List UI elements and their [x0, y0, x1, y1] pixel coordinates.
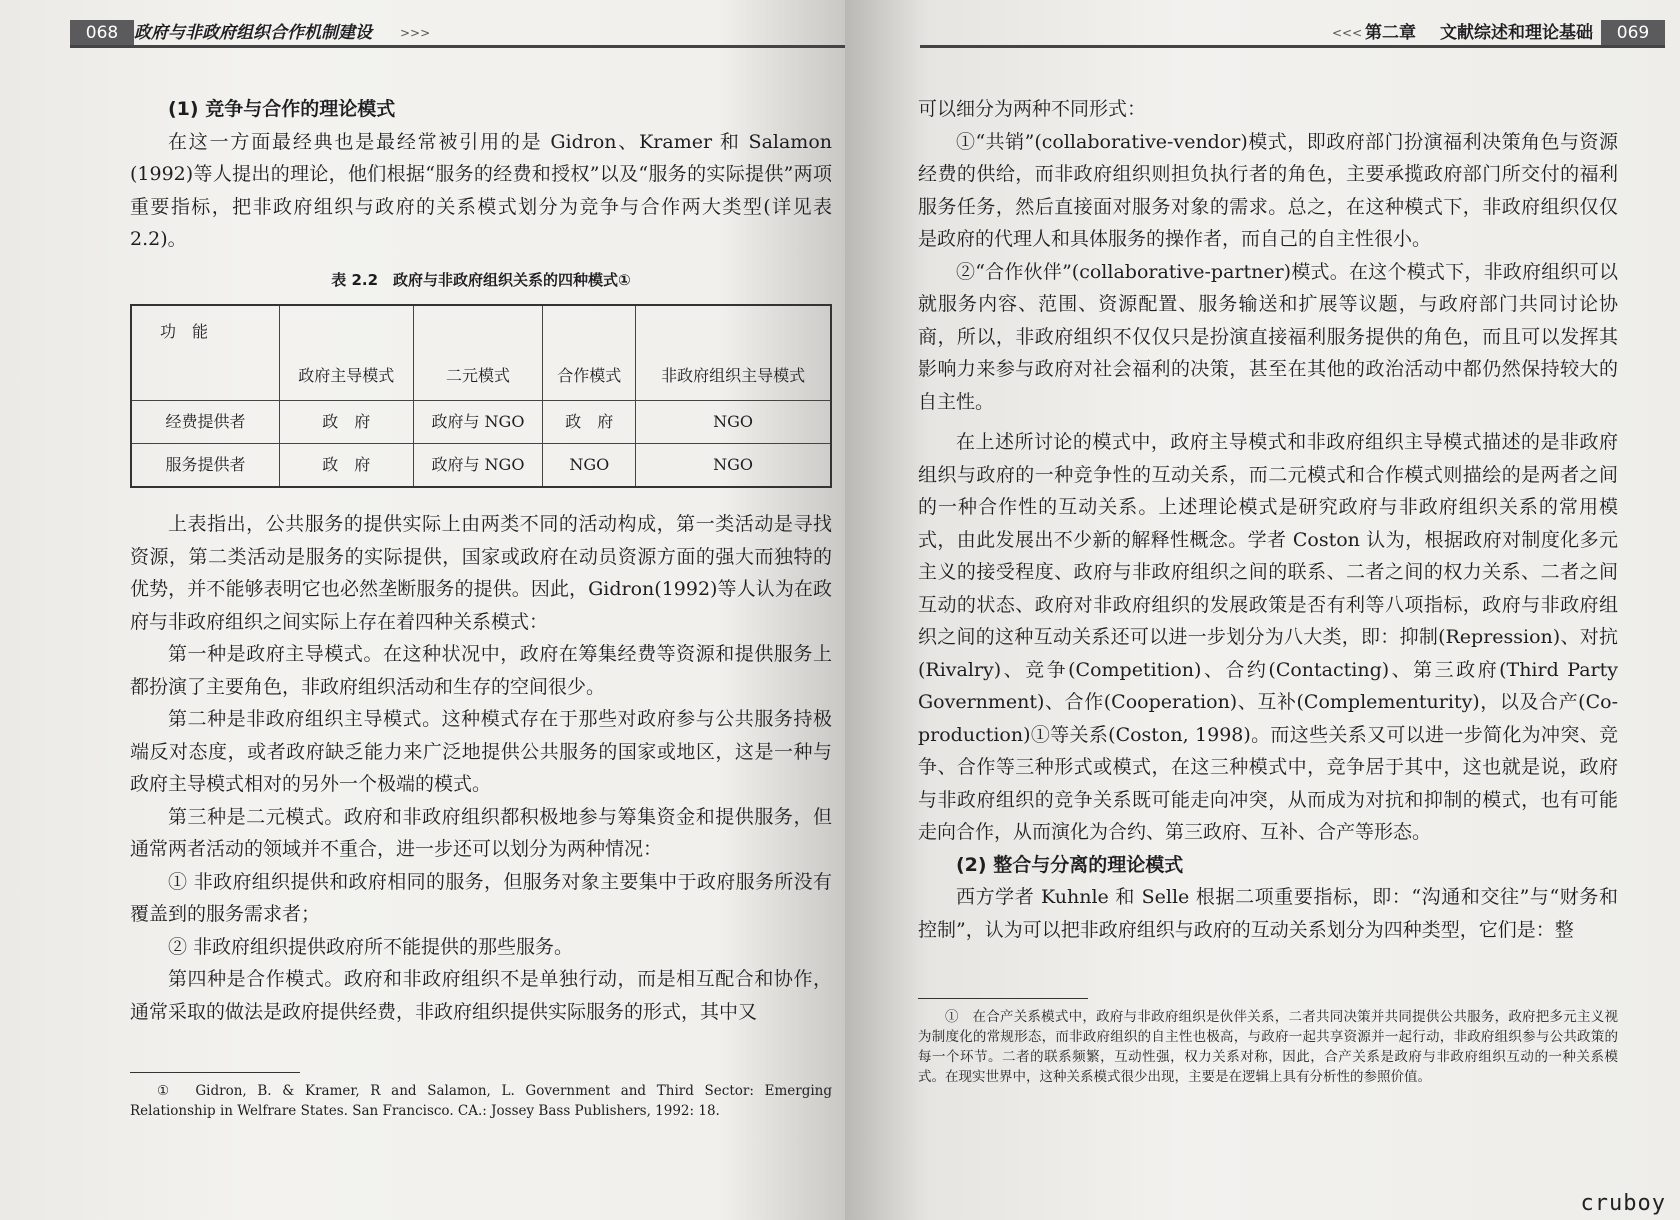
- table-header-row-top: [131, 305, 831, 353]
- right-page: [845, 0, 1680, 1220]
- table-cell: 政府与 NGO: [413, 401, 543, 444]
- left-footnote-area: [130, 1072, 832, 1121]
- right-text-body: [918, 93, 1618, 946]
- table-cell: NGO: [543, 444, 636, 488]
- row-header: 经费提供者: [131, 401, 280, 444]
- table-cell: NGO: [636, 401, 831, 444]
- right-page-number: 069: [1601, 20, 1665, 46]
- paragraph: 第一种是政府主导模式。在这种状况中，政府在筹集经费等资源和提供服务上都扮演了主要角色，非政府组织活动和生存的空间很少。: [130, 643, 832, 698]
- column-header: 非政府组织主导模式: [636, 353, 831, 400]
- footnote-rule: [130, 1072, 300, 1073]
- list-item: ②“合作伙伴”(collaborative-partner)模式。在这个模式下，非政府组织可以就服务内容、范围、资源配置、服务输送和扩展等议题，与政府部门共同讨论协商，所以，非政府组织不仅仅只是扮演直接福利服务提供的角色，而且可以发挥其影响力来参与政府对社会福利的决策，甚至在其他的政治活动中都仍然保持较大的自主性。: [918, 260, 1618, 413]
- footnote: ① Gidron, B. & Kramer, R and Salamon, L. Government and Third Sector: Emerging Relationship in Welfrare States. San Francisco. CA.: Jossey Bass Publishers, 1992: 18.: [130, 1083, 832, 1119]
- header-spacer: [636, 305, 831, 353]
- column-header: 二元模式: [413, 353, 543, 400]
- chapter-title: 文献综述和理论基础: [1440, 23, 1593, 43]
- footnote: ① 在合产关系模式中，政府与非政府组织是伙伴关系，二者共同决策并共同提供公共服务，政府把多元主义视为制度化的常规形态，而非政府组织的自主性也极高，与政府一起共享资源并一起行动，非政府组织参与公共政策的每一个环节。二者的联系频繁，互动性强，权力关系对称，因此，合产关系是政府与非政府组织互动的一种关系模式。在现实世界中，这种关系模式很少出现，主要是在逻辑上具有分析性的参照价值。: [918, 1009, 1618, 1085]
- paragraph: 西方学者 Kuhnle 和 Selle 根据二项重要指标，即：“沟通和交往”与“财务和控制”，认为可以把非政府组织与政府的互动关系划分为四种类型，它们是：整: [918, 886, 1618, 941]
- paragraph: 第二种是非政府组织主导模式。这种模式存在于那些对政府参与公共服务持极端反对态度，或者政府缺乏能力来广泛地提供公共服务的国家或地区，这是一种与政府主导模式相对的另外一个极端的模式。: [130, 708, 832, 795]
- corner-label: 功 能: [160, 322, 209, 341]
- row-header: 服务提供者: [131, 444, 280, 488]
- section-heading: (1) 竞争与合作的理论模式: [168, 98, 396, 120]
- table-cell: 政 府: [543, 401, 636, 444]
- table-cell: 政 府: [280, 401, 414, 444]
- header-rule: [920, 45, 1665, 48]
- header-spacer: [543, 305, 636, 353]
- footnote-rule: [918, 998, 1088, 999]
- relationship-models-table: [130, 304, 832, 488]
- paragraph: 第四种是合作模式。政府和非政府组织不是单独行动，而是相互配合和协作，通常采取的做法是政府提供经费，非政府组织提供实际服务的形式，其中又: [130, 968, 832, 1023]
- header-spacer: [280, 305, 414, 353]
- table-corner-cell: [131, 305, 280, 401]
- header-arrows-right: >>>: [400, 26, 431, 40]
- right-footnote-area: [918, 998, 1618, 1087]
- table-caption: 表 2.2 政府与非政府组织关系的四种模式①: [331, 270, 631, 289]
- table-cell: 政府与 NGO: [413, 444, 543, 488]
- section-heading: (2) 整合与分离的理论模式: [956, 853, 1184, 876]
- left-text-body: [130, 93, 832, 1028]
- left-running-header: [70, 18, 845, 48]
- header-spacer: [413, 305, 543, 353]
- table-row: [131, 401, 831, 444]
- paragraph: 上表指出，公共服务的提供实际上由两类不同的活动构成，第一类活动是寻找资源，第二类活动是服务的实际提供，国家或政府在动员资源方面的强大而独特的优势，并不能够表明它也必然垄断服务的提供。因此，Gidron(1992)等人认为在政府与非政府组织之间实际上存在着四种关系模式：: [130, 513, 832, 633]
- book-title: 政府与非政府组织合作机制建设: [134, 23, 372, 43]
- list-item: ② 非政府组织提供政府所不能提供的那些服务。: [168, 935, 574, 958]
- table-cell: NGO: [636, 444, 831, 488]
- right-running-header: [920, 18, 1665, 48]
- column-header: 合作模式: [543, 353, 636, 400]
- table-cell: 政 府: [280, 444, 414, 488]
- list-item: ①“共销”(collaborative-vendor)模式，即政府部门扮演福利决策角色与资源经费的供给，而非政府组织则担负执行者的角色，主要承揽政府部门所交付的福利服务任务，然后直接面对服务对象的需求。总之，在这种模式下，非政府组织仅仅是政府的代理人和具体服务的操作者，而自己的自主性很小。: [918, 130, 1618, 250]
- list-item: ① 非政府组织提供和政府相同的服务，但服务对象主要集中于政府服务所没有覆盖到的服务需求者；: [130, 870, 832, 925]
- chapter-label: 第二章: [1365, 23, 1416, 43]
- paragraph: 在上述所讨论的模式中，政府主导模式和非政府组织主导模式描述的是非政府组织与政府的一种竞争性的互动关系，而二元模式和合作模式则描绘的是两者之间的一种合作性的互动关系。上述理论模式是研究政府与非政府组织关系的常用模式，由此发展出不少新的解释性概念。学者 Coston 认为，根据政府对制度化多元主义的接受程度、政府与非政府组织之间的联系、二者之间的权力关系、二者之间互动的状态、政府对非政府组织的发展政策是否有利等八项指标，政府与非政府组织之间的这种互动关系还可以进一步划分为八大类，即：抑制(Repression)、对抗(Rivalry)、竞争(Competition)、合约(Contacting)、第三政府(Third Party Government)、合作(Cooperation)、互补(Complementurity)，以及合产(Co-production)①等关系(Coston, 1998)。而这些关系又可以进一步简化为冲突、竞争、合作等三种形式或模式，在这三种模式中，竞争居于其中，这也就是说，政府与非政府组织的竞争关系既可能走向冲突，从而成为对抗和抑制的模式，也有可能走向合作，从而演化为合约、第三政府、互补、合产等形态。: [918, 431, 1618, 843]
- paragraph: 第三种是二元模式。政府和非政府组织都积极地参与筹集资金和提供服务，但通常两者活动的领域并不重合，进一步还可以划分为两种情况：: [130, 805, 832, 860]
- paragraph: 可以细分为两种不同形式：: [918, 98, 1147, 120]
- table-row: [131, 444, 831, 488]
- watermark: cruboy: [1580, 1191, 1666, 1216]
- header-rule: [70, 45, 845, 48]
- column-header: 政府主导模式: [280, 353, 414, 400]
- left-page-number: 068: [70, 20, 134, 46]
- header-arrows-left: <<<: [1332, 26, 1363, 40]
- paragraph: 在这一方面最经典也是最经常被引用的是 Gidron、Kramer 和 Salamon (1992)等人提出的理论，他们根据“服务的经费和授权”以及“服务的实际提供”两项重要指标，把非政府组织与政府的关系模式划分为竞争与合作两大类型(详见表 2.2)。: [130, 130, 832, 250]
